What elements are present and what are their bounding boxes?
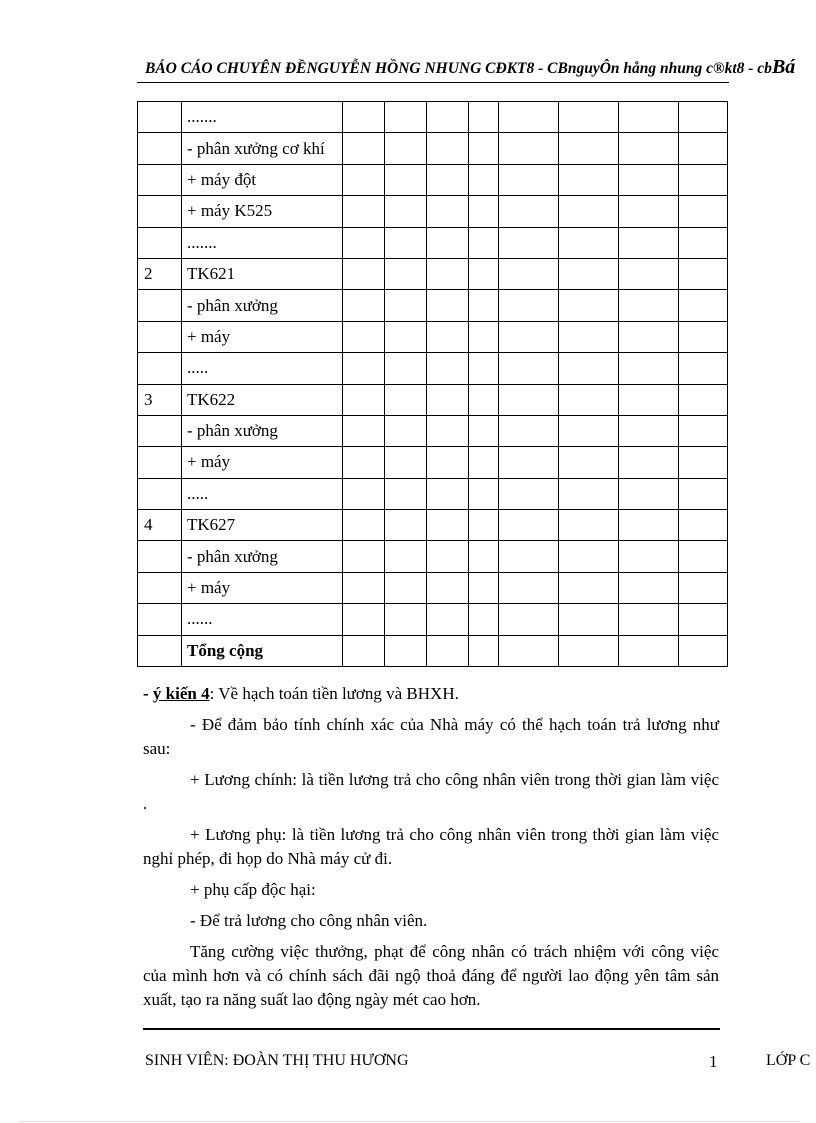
empty-cell: [385, 321, 427, 352]
row-description-cell: + máy K525: [182, 196, 343, 227]
row-description-cell: TK627: [182, 510, 343, 541]
empty-cell: [385, 353, 427, 384]
empty-cell: [679, 541, 728, 572]
empty-cell: [559, 290, 619, 321]
empty-cell: [499, 133, 559, 164]
empty-cell: [619, 478, 679, 509]
empty-cell: [385, 541, 427, 572]
row-description-cell: .....: [182, 478, 343, 509]
row-number-cell: [138, 353, 182, 384]
opinion-label: ý kiến 4: [152, 684, 210, 703]
table-row: [138, 290, 728, 321]
empty-cell: [679, 133, 728, 164]
row-number-cell: [138, 290, 182, 321]
empty-cell: [427, 321, 469, 352]
empty-cell: [385, 133, 427, 164]
empty-cell: [679, 290, 728, 321]
empty-cell: [559, 478, 619, 509]
empty-cell: [343, 102, 385, 133]
empty-cell: [469, 510, 499, 541]
empty-cell: [559, 635, 619, 666]
empty-cell: [385, 384, 427, 415]
table-row: [138, 572, 728, 603]
row-description-cell: .....: [182, 353, 343, 384]
empty-cell: [469, 102, 499, 133]
empty-cell: [343, 572, 385, 603]
empty-cell: [343, 290, 385, 321]
empty-cell: [679, 415, 728, 446]
empty-cell: [559, 196, 619, 227]
footer-rule: [143, 1028, 720, 1030]
empty-cell: [427, 384, 469, 415]
empty-cell: [679, 196, 728, 227]
empty-cell: [427, 227, 469, 258]
empty-cell: [559, 102, 619, 133]
empty-cell: [499, 290, 559, 321]
empty-cell: [679, 321, 728, 352]
table-row: [138, 353, 728, 384]
empty-cell: [427, 572, 469, 603]
row-number-cell: [138, 164, 182, 195]
empty-cell: [679, 384, 728, 415]
table-row: [138, 102, 728, 133]
empty-cell: [469, 196, 499, 227]
empty-cell: [679, 478, 728, 509]
empty-cell: [679, 227, 728, 258]
row-number-cell: [138, 321, 182, 352]
empty-cell: [679, 353, 728, 384]
empty-cell: [385, 635, 427, 666]
empty-cell: [619, 196, 679, 227]
empty-cell: [619, 353, 679, 384]
empty-cell: [343, 258, 385, 289]
row-description-cell: + máy: [182, 572, 343, 603]
empty-cell: [343, 604, 385, 635]
empty-cell: [343, 447, 385, 478]
empty-cell: [499, 227, 559, 258]
empty-cell: [619, 290, 679, 321]
header-rule: [137, 82, 729, 83]
row-number-cell: [138, 447, 182, 478]
empty-cell: [679, 572, 728, 603]
empty-cell: [619, 541, 679, 572]
empty-cell: [343, 510, 385, 541]
empty-cell: [469, 541, 499, 572]
empty-cell: [559, 164, 619, 195]
paragraph-1: - Để đảm bảo tính chính xác của Nhà máy có thể hạch toán trả lương như sau:: [143, 715, 719, 758]
empty-cell: [679, 447, 728, 478]
empty-cell: [679, 635, 728, 666]
empty-cell: [559, 321, 619, 352]
empty-cell: [469, 258, 499, 289]
empty-cell: [343, 541, 385, 572]
empty-cell: [559, 541, 619, 572]
empty-cell: [499, 164, 559, 195]
table-row: [138, 133, 728, 164]
row-number-cell: [138, 133, 182, 164]
empty-cell: [619, 510, 679, 541]
empty-cell: [469, 415, 499, 446]
empty-cell: [679, 510, 728, 541]
empty-cell: [619, 227, 679, 258]
empty-cell: [559, 415, 619, 446]
empty-cell: [427, 353, 469, 384]
empty-cell: [559, 353, 619, 384]
empty-cell: [385, 196, 427, 227]
empty-cell: [499, 572, 559, 603]
empty-cell: [427, 541, 469, 572]
row-description-cell: - phân xưởng: [182, 290, 343, 321]
empty-cell: [469, 635, 499, 666]
table-row: [138, 541, 728, 572]
row-description-cell: - phân xưởng: [182, 415, 343, 446]
table-row: [138, 196, 728, 227]
row-number-cell: 3: [138, 384, 182, 415]
empty-cell: [619, 102, 679, 133]
body-content: [143, 682, 719, 1012]
empty-cell: [469, 384, 499, 415]
row-description-cell: + máy: [182, 321, 343, 352]
opinion-line: [143, 682, 719, 706]
empty-cell: [385, 510, 427, 541]
table-row: [138, 478, 728, 509]
empty-cell: [619, 572, 679, 603]
empty-cell: [469, 133, 499, 164]
table-row: [138, 384, 728, 415]
empty-cell: [385, 227, 427, 258]
empty-cell: [385, 258, 427, 289]
empty-cell: [619, 133, 679, 164]
empty-cell: [427, 164, 469, 195]
table-row: [138, 321, 728, 352]
empty-cell: [427, 415, 469, 446]
empty-cell: [385, 164, 427, 195]
row-description-cell: - phân xưởng: [182, 541, 343, 572]
empty-cell: [427, 102, 469, 133]
table-row: [138, 447, 728, 478]
row-description-cell: + máy đột: [182, 164, 343, 195]
empty-cell: [559, 384, 619, 415]
empty-cell: [619, 604, 679, 635]
row-description-cell: .......: [182, 102, 343, 133]
empty-cell: [499, 102, 559, 133]
empty-cell: [427, 604, 469, 635]
row-number-cell: [138, 415, 182, 446]
footer-student: SINH VIÊN: ĐOÀN THỊ THU HƯƠNG: [145, 1052, 409, 1069]
table-row: [138, 415, 728, 446]
page-edge-dotted-line: [20, 1121, 800, 1122]
paragraph-3: + Lương phụ: là tiền lương trả cho công nhân viên trong thời gian làm việc nghỉ phép, đi họp do Nhà máy cử đi.: [143, 825, 719, 868]
empty-cell: [427, 258, 469, 289]
empty-cell: [619, 415, 679, 446]
table-row: [138, 604, 728, 635]
row-number-cell: 4: [138, 510, 182, 541]
empty-cell: [343, 227, 385, 258]
empty-cell: [469, 447, 499, 478]
empty-cell: [343, 415, 385, 446]
accounting-table: [137, 101, 728, 667]
empty-cell: [559, 258, 619, 289]
empty-cell: [679, 258, 728, 289]
empty-cell: [469, 604, 499, 635]
empty-cell: [499, 478, 559, 509]
table-row: [138, 510, 728, 541]
empty-cell: [559, 604, 619, 635]
table-row: [138, 635, 728, 666]
row-description-cell: + máy: [182, 447, 343, 478]
empty-cell: [343, 196, 385, 227]
empty-cell: [469, 321, 499, 352]
empty-cell: [469, 227, 499, 258]
footer-class: LỚP C: [766, 1052, 811, 1069]
empty-cell: [385, 415, 427, 446]
row-number-cell: [138, 635, 182, 666]
row-description-cell: TK621: [182, 258, 343, 289]
empty-cell: [469, 290, 499, 321]
empty-cell: [343, 321, 385, 352]
empty-cell: [427, 478, 469, 509]
empty-cell: [427, 196, 469, 227]
empty-cell: [619, 384, 679, 415]
empty-cell: [385, 447, 427, 478]
page-header: [145, 56, 816, 79]
empty-cell: [343, 384, 385, 415]
table-row: [138, 164, 728, 195]
empty-cell: [343, 164, 385, 195]
empty-cell: [499, 353, 559, 384]
empty-cell: [499, 447, 559, 478]
empty-cell: [427, 447, 469, 478]
empty-cell: [385, 572, 427, 603]
empty-cell: [343, 635, 385, 666]
opinion-dash: -: [143, 684, 153, 703]
empty-cell: [559, 227, 619, 258]
row-number-cell: [138, 102, 182, 133]
empty-cell: [619, 635, 679, 666]
empty-cell: [499, 635, 559, 666]
empty-cell: [499, 196, 559, 227]
empty-cell: [499, 384, 559, 415]
row-description-cell: ......: [182, 604, 343, 635]
empty-cell: [679, 604, 728, 635]
row-number-cell: [138, 478, 182, 509]
empty-cell: [343, 133, 385, 164]
row-description-cell: Tổng cộng: [182, 635, 343, 666]
header-text: BÁO CÁO CHUYÊN ĐỀNGUYỄN HỒNG NHUNG CĐKT8 - CBnguyÔn hång nhung c®kt8 - cb: [145, 60, 772, 77]
table-body: [138, 102, 728, 667]
paragraph-4: + phụ cấp độc hại:: [190, 880, 316, 899]
empty-cell: [499, 258, 559, 289]
paragraph-2: + Lương chính: là tiền lương trả cho công nhân viên trong thời gian làm việc .: [143, 770, 719, 813]
page-number: 1: [709, 1052, 718, 1071]
row-number-cell: [138, 572, 182, 603]
empty-cell: [343, 353, 385, 384]
empty-cell: [499, 415, 559, 446]
empty-cell: [385, 478, 427, 509]
empty-cell: [559, 133, 619, 164]
empty-cell: [343, 478, 385, 509]
empty-cell: [469, 478, 499, 509]
empty-cell: [679, 164, 728, 195]
empty-cell: [427, 635, 469, 666]
empty-cell: [619, 164, 679, 195]
empty-cell: [469, 164, 499, 195]
empty-cell: [619, 321, 679, 352]
table-row: [138, 258, 728, 289]
empty-cell: [385, 102, 427, 133]
empty-cell: [385, 290, 427, 321]
empty-cell: [385, 604, 427, 635]
row-description-cell: TK622: [182, 384, 343, 415]
empty-cell: [427, 133, 469, 164]
empty-cell: [499, 510, 559, 541]
row-number-cell: 2: [138, 258, 182, 289]
empty-cell: [499, 541, 559, 572]
row-number-cell: [138, 541, 182, 572]
empty-cell: [619, 447, 679, 478]
empty-cell: [499, 321, 559, 352]
row-number-cell: [138, 604, 182, 635]
paragraph-5: - Để trả lương cho công nhân viên.: [190, 911, 428, 930]
header-text-big: Bá: [771, 56, 796, 78]
opinion-text: : Về hạch toán tiền lương và BHXH.: [209, 684, 459, 703]
row-description-cell: - phân xưởng cơ khí: [182, 133, 343, 164]
empty-cell: [469, 353, 499, 384]
row-description-cell: .......: [182, 227, 343, 258]
empty-cell: [679, 102, 728, 133]
empty-cell: [427, 510, 469, 541]
empty-cell: [619, 258, 679, 289]
empty-cell: [559, 447, 619, 478]
row-number-cell: [138, 227, 182, 258]
row-number-cell: [138, 196, 182, 227]
table-row: [138, 227, 728, 258]
empty-cell: [427, 290, 469, 321]
empty-cell: [559, 510, 619, 541]
paragraph-6: Tăng cường việc thưởng, phạt để công nhân có trách nhiệm với công việc của mình hơn và có chính sách đãi ngộ thoả đáng để người lao động yên tâm sản xuất, tạo ra năng suất lao động ngày mét cao hơn.: [143, 942, 719, 1009]
empty-cell: [499, 604, 559, 635]
empty-cell: [559, 572, 619, 603]
empty-cell: [469, 572, 499, 603]
